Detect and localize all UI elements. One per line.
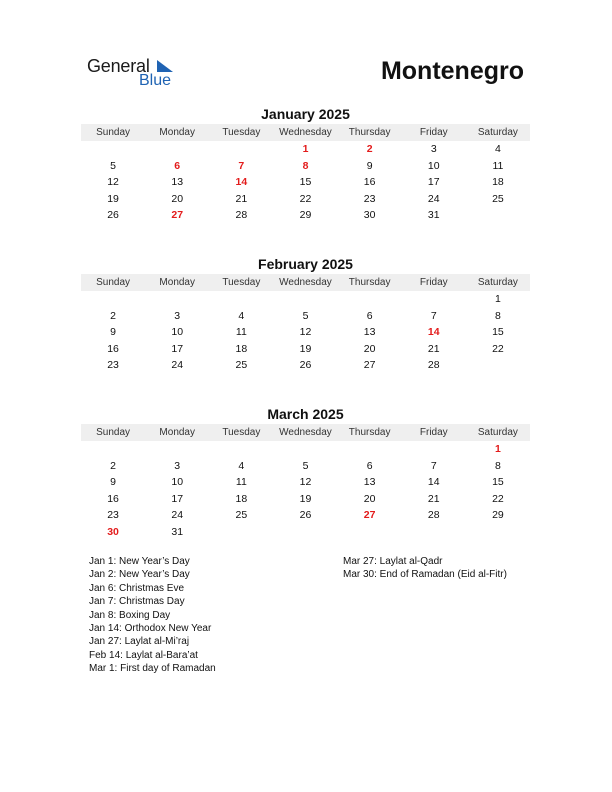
date-cell: 26 (299, 359, 312, 371)
holiday-date-cell: 30 (107, 525, 119, 538)
month-january (81, 106, 530, 224)
holiday-date-cell: 1 (302, 143, 309, 155)
weekday-header-row (81, 424, 530, 441)
date-cell: 25 (235, 359, 248, 371)
date-cell: 4 (238, 459, 245, 472)
country-title: Montenegro (380, 57, 524, 85)
week-row (81, 324, 530, 341)
weekday-header: Wednesday (279, 127, 332, 138)
date-cell: 16 (107, 342, 119, 355)
date-cell: 8 (494, 309, 501, 322)
holiday-note: Jan 6: Christmas Eve (89, 582, 185, 594)
date-cell: 10 (171, 326, 184, 338)
month-title: March 2025 (267, 406, 344, 422)
week-row (81, 308, 530, 325)
date-cell: 3 (174, 459, 181, 472)
holiday-date-cell: 8 (302, 159, 309, 172)
holiday-date-cell: 2 (366, 143, 373, 155)
date-cell: 27 (363, 359, 376, 371)
holiday-note: Jan 1: New Year’s Day (89, 556, 190, 567)
holiday-note: Jan 14: Orthodox New Year (89, 623, 212, 635)
date-cell: 10 (427, 159, 440, 172)
week-row (81, 441, 530, 458)
date-cell (145, 291, 209, 308)
date-cell: 22 (492, 342, 504, 355)
weekday-header: Saturday (477, 427, 518, 438)
date-cell: 11 (235, 326, 247, 338)
date-cell: 19 (299, 492, 312, 505)
date-cell (145, 141, 209, 158)
date-cell: 19 (107, 192, 119, 205)
date-cell: 25 (235, 509, 248, 521)
date-cell: 22 (299, 192, 312, 205)
weekday-header: Tuesday (222, 427, 261, 438)
weekday-header: Saturday (477, 127, 518, 138)
date-cell: 5 (110, 159, 116, 172)
date-cell: 26 (107, 209, 119, 221)
date-cell: 13 (171, 176, 184, 188)
weekday-header: Monday (159, 277, 195, 288)
date-cell: 12 (299, 476, 312, 488)
holiday-date-cell: 6 (174, 159, 181, 172)
date-cell (402, 441, 466, 458)
date-cell: 29 (492, 509, 504, 521)
date-cell: 12 (107, 176, 119, 188)
date-cell: 15 (299, 176, 312, 188)
date-cell: 9 (110, 476, 116, 488)
date-cell: 31 (427, 209, 440, 221)
weekday-header: Monday (159, 127, 195, 138)
date-cell: 20 (363, 492, 376, 505)
weekday-header: Tuesday (222, 127, 261, 138)
date-cell (209, 524, 273, 541)
holiday-list-left (89, 555, 216, 676)
weekday-header: Thursday (348, 127, 391, 138)
week-row (81, 357, 530, 374)
date-cell: 25 (492, 192, 504, 205)
date-cell: 24 (171, 359, 184, 371)
week-row (81, 291, 530, 308)
date-cell: 23 (363, 192, 376, 205)
date-cell: 21 (427, 492, 440, 505)
date-cell: 28 (427, 359, 440, 371)
date-cell: 21 (235, 192, 248, 205)
date-cell (209, 141, 273, 158)
date-cell: 10 (171, 476, 184, 488)
holiday-note: Jan 8: Boxing Day (89, 609, 171, 621)
date-cell (338, 291, 402, 308)
date-cell: 9 (366, 159, 373, 172)
date-cell (402, 524, 466, 541)
date-cell (81, 141, 145, 158)
date-cell (209, 441, 273, 458)
date-cell: 23 (107, 359, 119, 371)
weekday-header: Sunday (96, 277, 131, 288)
date-cell (81, 291, 145, 308)
holiday-date-cell: 1 (494, 443, 501, 455)
month-march (81, 406, 530, 540)
date-cell (466, 207, 530, 224)
holiday-date-cell: 14 (427, 326, 440, 338)
month-title: January 2025 (261, 106, 350, 122)
date-cell: 5 (302, 309, 309, 322)
holiday-note: Jan 2: New Year’s Day (89, 569, 190, 581)
weekday-header-row (81, 274, 530, 291)
weekday-header: Thursday (348, 277, 391, 288)
date-cell: 6 (366, 459, 373, 472)
holiday-note: Jan 7: Christmas Day (89, 596, 185, 608)
weekday-header: Wednesday (279, 427, 332, 438)
holiday-list-right (343, 555, 507, 582)
holiday-date-cell: 27 (171, 209, 184, 221)
date-cell (81, 441, 145, 458)
week-row (81, 158, 530, 175)
date-cell (466, 524, 530, 541)
date-cell (338, 524, 402, 541)
date-cell: 26 (299, 509, 312, 521)
date-cell: 1 (494, 293, 501, 305)
date-cell: 14 (427, 476, 440, 488)
weekday-header: Tuesday (222, 277, 261, 288)
weekday-header: Friday (419, 427, 448, 438)
weekday-header: Wednesday (279, 277, 332, 288)
holiday-note: Mar 30: End of Ramadan (Eid al-Fitr) (343, 569, 507, 581)
week-row (81, 174, 530, 191)
date-cell: 20 (171, 192, 184, 205)
week-row (81, 491, 530, 508)
date-cell: 24 (171, 509, 184, 521)
week-row (81, 507, 530, 524)
holiday-date-cell: 14 (235, 176, 248, 188)
date-cell: 20 (363, 342, 376, 355)
date-cell: 11 (235, 476, 247, 488)
weekday-header: Saturday (477, 277, 518, 288)
holiday-note: Mar 1: First day of Ramadan (89, 663, 216, 675)
week-row (81, 191, 530, 208)
weekday-header: Monday (159, 427, 195, 438)
date-cell: 22 (492, 492, 504, 505)
date-cell (466, 357, 530, 374)
date-cell: 28 (427, 509, 440, 521)
date-cell: 17 (171, 492, 184, 505)
date-cell: 15 (492, 326, 504, 338)
holiday-date-cell: 7 (238, 159, 245, 172)
weekday-header: Sunday (96, 127, 131, 138)
date-cell (273, 291, 337, 308)
date-cell: 18 (235, 492, 248, 505)
date-cell: 15 (492, 476, 504, 488)
date-cell: 3 (430, 143, 437, 155)
weekday-header: Sunday (96, 427, 131, 438)
date-cell: 5 (302, 459, 309, 472)
weekday-header: Friday (419, 277, 448, 288)
date-cell: 21 (427, 342, 440, 355)
holiday-note: Mar 27: Laylat al-Qadr (343, 556, 443, 567)
date-cell: 24 (427, 192, 440, 205)
date-cell: 11 (492, 159, 504, 172)
week-row (81, 341, 530, 358)
date-cell: 7 (430, 459, 437, 472)
weekday-header: Friday (419, 127, 448, 138)
date-cell: 13 (363, 326, 376, 338)
date-cell: 30 (363, 209, 376, 221)
date-cell: 12 (299, 326, 312, 338)
week-row (81, 141, 530, 158)
date-cell: 8 (494, 459, 501, 472)
date-cell (209, 291, 273, 308)
date-cell: 18 (235, 342, 248, 355)
date-cell: 9 (110, 326, 116, 338)
date-cell: 19 (299, 342, 312, 355)
week-row (81, 458, 530, 475)
date-cell: 28 (235, 209, 248, 221)
date-cell: 4 (238, 309, 245, 322)
month-title: February 2025 (258, 256, 353, 272)
holiday-note: Feb 14: Laylat al-Bara’at (89, 649, 198, 661)
holiday-note: Jan 27: Laylat al-Mi’raj (89, 636, 190, 648)
date-cell: 18 (492, 176, 504, 188)
date-cell: 2 (110, 459, 116, 472)
logo-text-general: General (87, 56, 150, 76)
date-cell (273, 524, 337, 541)
date-cell: 16 (363, 176, 376, 188)
date-cell: 17 (171, 342, 184, 355)
week-row (81, 524, 530, 541)
date-cell (145, 441, 209, 458)
holiday-date-cell: 27 (363, 509, 376, 521)
month-february (81, 256, 530, 374)
week-row (81, 207, 530, 224)
date-cell (273, 441, 337, 458)
date-cell: 29 (299, 209, 312, 221)
logo-text-blue: Blue (139, 72, 172, 89)
date-cell: 6 (366, 309, 373, 322)
date-cell (402, 291, 466, 308)
date-cell: 16 (107, 492, 119, 505)
date-cell: 13 (363, 476, 376, 488)
date-cell: 31 (171, 525, 184, 538)
weekday-header: Thursday (348, 427, 391, 438)
date-cell: 3 (174, 309, 181, 322)
date-cell (338, 441, 402, 458)
date-cell: 23 (107, 509, 119, 521)
generalblue-logo (87, 56, 187, 92)
date-cell: 4 (494, 143, 501, 155)
date-cell: 7 (430, 309, 437, 322)
weekday-header-row (81, 124, 530, 141)
date-cell: 17 (427, 176, 440, 188)
date-cell: 2 (110, 309, 116, 322)
week-row (81, 474, 530, 491)
